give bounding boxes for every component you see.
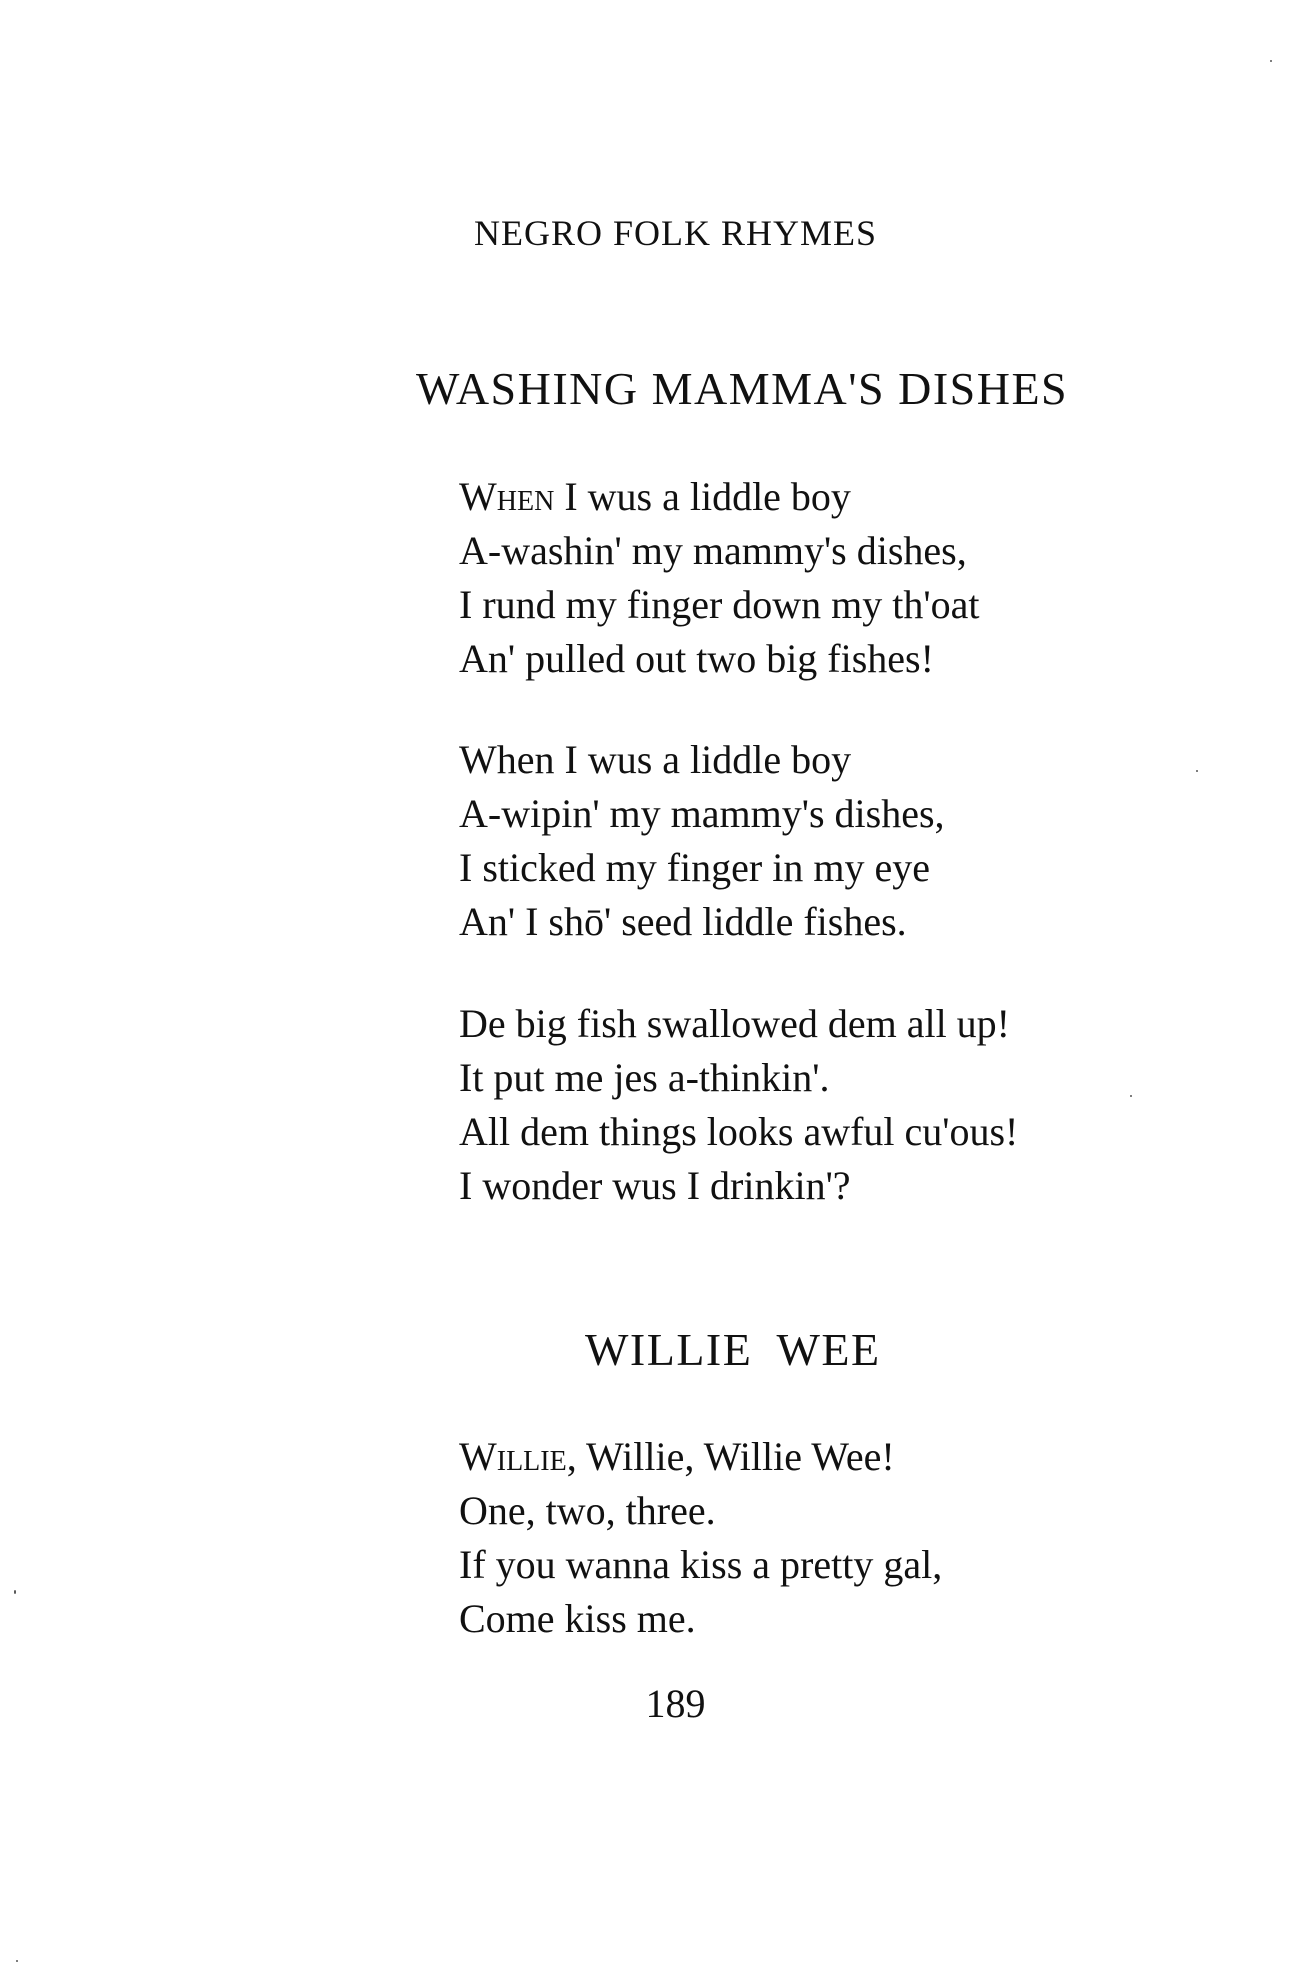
scan-speck xyxy=(1196,770,1198,772)
verse-line: When I wus a liddle boy xyxy=(459,737,852,782)
verse-line: I wonder wus I drinkin'? xyxy=(459,1163,851,1208)
verse-line: A-wipin' my mammy's dishes, xyxy=(459,791,945,836)
verse-line: All dem things looks awful cu'ous! xyxy=(459,1109,1019,1154)
verse-line: One, two, three. xyxy=(459,1488,716,1533)
scan-speck xyxy=(14,1590,16,1594)
verse-line: An' pulled out two big fishes! xyxy=(459,636,934,681)
verse-line: I sticked my finger in my eye xyxy=(459,845,930,890)
verse-line: Come kiss me. xyxy=(459,1596,696,1641)
running-head: NEGRO FOLK RHYMES xyxy=(473,213,878,253)
scan-speck xyxy=(16,1960,18,1962)
verse-line: If you wanna kiss a pretty gal, xyxy=(459,1542,943,1587)
scan-speck xyxy=(1130,1095,1132,1097)
verse-opening-word: When xyxy=(459,474,555,519)
poem-title-willie-wee: WILLIE WEE xyxy=(585,1324,881,1375)
verse-line: A-washin' my mammy's dishes, xyxy=(459,528,967,573)
verse-line: An' I shō' seed liddle fishes. xyxy=(459,899,907,944)
page-number: 189 xyxy=(645,1681,706,1726)
stanza-4 xyxy=(459,1430,942,1646)
verse-line: De big fish swallowed dem all up! xyxy=(459,1001,1010,1046)
scan-speck xyxy=(1270,60,1272,62)
stanza-2 xyxy=(459,733,945,949)
verse-line: When I wus a liddle boy xyxy=(459,474,851,519)
poem-title-washing-mammas-dishes: WASHING MAMMA'S DISHES xyxy=(416,363,1069,414)
verse-opening-word: Willie xyxy=(459,1434,567,1479)
verse-line: It put me jes a-thinkin'. xyxy=(459,1055,830,1100)
verse-line: Willie, Willie, Willie Wee! xyxy=(459,1434,895,1479)
stanza-1 xyxy=(459,470,979,686)
verse-line: I rund my finger down my th'oat xyxy=(459,582,980,627)
stanza-3 xyxy=(459,997,1018,1213)
